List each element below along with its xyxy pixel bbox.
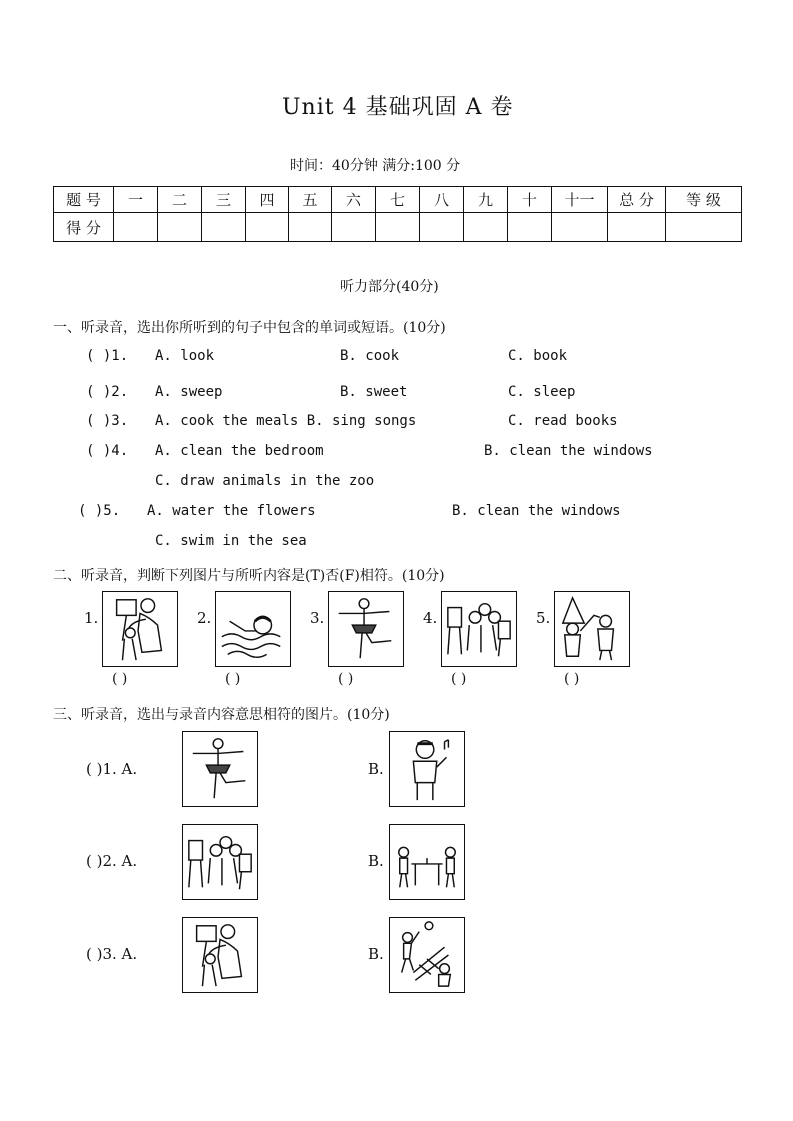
section1-heading: 一、听录音，选出你所听到的句子中包含的单词或短语。(10分) bbox=[53, 320, 446, 336]
score-cell[interactable] bbox=[666, 213, 742, 242]
question-number: ( )4. bbox=[86, 443, 129, 459]
option-c[interactable]: C. swim in the sea bbox=[155, 533, 307, 549]
table-header-cell: 题 号 bbox=[54, 187, 114, 213]
painting-icon[interactable] bbox=[182, 917, 258, 993]
option-c[interactable]: C. draw animals in the zoo bbox=[155, 473, 375, 489]
table-header-cell: 十一 bbox=[552, 187, 608, 213]
option-c[interactable]: C. book bbox=[508, 348, 568, 364]
table-header-cell: 六 bbox=[332, 187, 376, 213]
question-number: ( )3. bbox=[86, 413, 129, 429]
score-cell[interactable] bbox=[332, 213, 376, 242]
table-header-cell: 总 分 bbox=[608, 187, 666, 213]
answer-blank[interactable]: ( ) bbox=[225, 671, 241, 687]
page-title: Unit 4 基础巩固 A 卷 bbox=[282, 95, 514, 120]
option-c[interactable]: C. sleep bbox=[508, 384, 576, 400]
answer-blank[interactable]: ( ) bbox=[451, 671, 467, 687]
option-a[interactable]: A. look bbox=[155, 348, 215, 364]
table-header-cell: 等 级 bbox=[666, 187, 742, 213]
option-b[interactable]: B. cook bbox=[340, 348, 400, 364]
option-a[interactable]: A. clean the bedroom bbox=[155, 443, 324, 459]
picture-number: 3. bbox=[310, 609, 325, 627]
score-cell[interactable] bbox=[158, 213, 202, 242]
score-cell[interactable] bbox=[289, 213, 332, 242]
magic-icon bbox=[554, 591, 630, 667]
painting-icon bbox=[102, 591, 178, 667]
table-header-cell: 四 bbox=[246, 187, 289, 213]
picture-number: 4. bbox=[423, 609, 438, 627]
score-cell[interactable] bbox=[552, 213, 608, 242]
option-b[interactable]: B. clean the windows bbox=[484, 443, 653, 459]
answer-blank[interactable]: ( ) bbox=[338, 671, 354, 687]
option-b-label: B. bbox=[368, 945, 384, 963]
score-cell[interactable] bbox=[114, 213, 158, 242]
time-info: 时间：40分钟 满分:100 分 bbox=[290, 158, 461, 174]
option-b-label: B. bbox=[368, 852, 384, 870]
drawing-class-icon[interactable] bbox=[182, 824, 258, 900]
option-b[interactable]: B. clean the windows bbox=[452, 503, 621, 519]
singing-icon[interactable] bbox=[389, 731, 465, 807]
question-number: ( )2. bbox=[86, 384, 129, 400]
option-c[interactable]: C. read books bbox=[508, 413, 618, 429]
table-header-cell: 十 bbox=[508, 187, 552, 213]
score-cell[interactable] bbox=[508, 213, 552, 242]
option-b[interactable]: B. sweet bbox=[340, 384, 408, 400]
dancing-icon bbox=[328, 591, 404, 667]
option-b-label: B. bbox=[368, 760, 384, 778]
question-number: ( )1. A. bbox=[86, 760, 138, 778]
score-cell[interactable] bbox=[246, 213, 289, 242]
question-number: ( )2. A. bbox=[86, 852, 138, 870]
section2-heading: 二、听录音，判断下列图片与所听内容是(T)否(F)相符。(10分) bbox=[53, 568, 445, 584]
option-a[interactable]: A. water the flowers bbox=[147, 503, 316, 519]
picture-number: 2. bbox=[197, 609, 212, 627]
table-header-cell: 五 bbox=[289, 187, 332, 213]
question-number: ( )1. bbox=[86, 348, 129, 364]
drawing-class-icon bbox=[441, 591, 517, 667]
listening-heading: 听力部分(40分) bbox=[340, 279, 439, 295]
answer-blank[interactable]: ( ) bbox=[112, 671, 128, 687]
option-a-b[interactable]: A. cook the meals B. sing songs bbox=[155, 413, 417, 429]
picture-number: 5. bbox=[536, 609, 551, 627]
question-number: ( )5. bbox=[78, 503, 121, 519]
swimming-icon bbox=[215, 591, 291, 667]
ping-pong-icon[interactable] bbox=[389, 824, 465, 900]
table-header-cell: 二 bbox=[158, 187, 202, 213]
volleyball-icon[interactable] bbox=[389, 917, 465, 993]
score-cell[interactable] bbox=[376, 213, 420, 242]
question-number: ( )3. A. bbox=[86, 945, 138, 963]
score-cell[interactable] bbox=[202, 213, 246, 242]
table-header-cell: 九 bbox=[464, 187, 508, 213]
table-row-label: 得 分 bbox=[54, 213, 114, 242]
option-a[interactable]: A. sweep bbox=[155, 384, 223, 400]
dancing-icon[interactable] bbox=[182, 731, 258, 807]
section3-heading: 三、听录音，选出与录音内容意思相符的图片。(10分) bbox=[53, 707, 390, 723]
score-cell[interactable] bbox=[420, 213, 464, 242]
table-header-cell: 三 bbox=[202, 187, 246, 213]
score-table bbox=[53, 186, 742, 242]
score-cell[interactable] bbox=[464, 213, 508, 242]
picture-number: 1. bbox=[84, 609, 99, 627]
table-header-cell: 七 bbox=[376, 187, 420, 213]
answer-blank[interactable]: ( ) bbox=[564, 671, 580, 687]
score-cell[interactable] bbox=[608, 213, 666, 242]
table-header-cell: 一 bbox=[114, 187, 158, 213]
table-header-cell: 八 bbox=[420, 187, 464, 213]
